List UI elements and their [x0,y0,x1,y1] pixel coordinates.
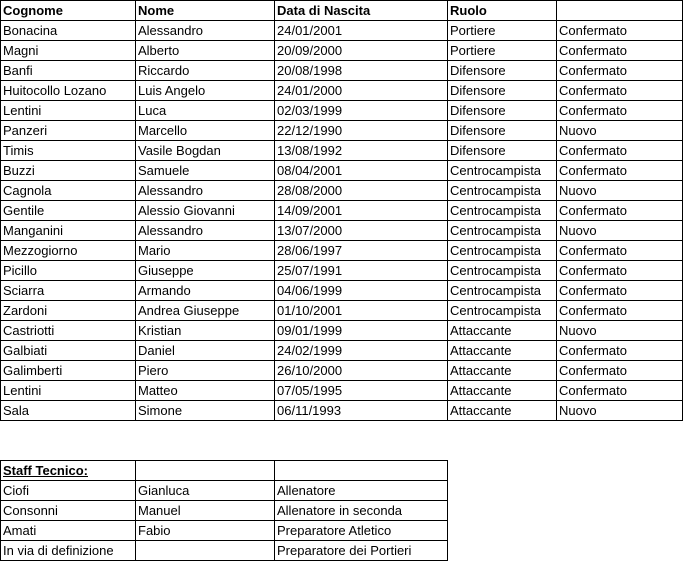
player-data-di-nascita-cell: 22/12/1990 [275,121,448,141]
player-row [1,241,683,261]
player-data-di-nascita-cell: 07/05/1995 [275,381,448,401]
player-stato-cell: Confermato [557,341,683,361]
player-nome-cell: Matteo [136,381,275,401]
player-stato-cell: Confermato [557,61,683,81]
player-cognome-cell: Timis [1,141,136,161]
player-nome-cell: Simone [136,401,275,421]
player-cognome-cell: Zardoni [1,301,136,321]
player-nome-cell: Armando [136,281,275,301]
staff-table [0,460,448,561]
staff-row [1,481,448,501]
player-nome-cell: Luca [136,101,275,121]
player-cognome-cell: Picillo [1,261,136,281]
player-stato-cell: Confermato [557,301,683,321]
player-data-di-nascita-cell: 06/11/1993 [275,401,448,421]
player-row [1,341,683,361]
player-row [1,381,683,401]
player-ruolo-cell: Difensore [448,81,557,101]
player-cognome-cell: Cagnola [1,181,136,201]
player-row [1,41,683,61]
staff-row [1,501,448,521]
players-table-body [1,1,683,421]
player-row [1,301,683,321]
player-ruolo-cell: Attaccante [448,321,557,341]
staff-cognome-cell: Consonni [1,501,136,521]
staff-table-body [1,461,448,561]
player-cognome-cell: Galimberti [1,361,136,381]
staff-header-empty-cell [136,461,275,481]
player-stato-cell: Confermato [557,381,683,401]
player-nome-cell: Riccardo [136,61,275,81]
player-stato-cell: Confermato [557,141,683,161]
staff-header-empty-cell [275,461,448,481]
player-stato-cell: Nuovo [557,321,683,341]
player-row [1,201,683,221]
staff-nome-cell: Manuel [136,501,275,521]
player-row [1,121,683,141]
player-cognome-cell: Banfi [1,61,136,81]
player-nome-cell: Alessio Giovanni [136,201,275,221]
header-stato [557,1,683,21]
player-ruolo-cell: Attaccante [448,341,557,361]
player-row [1,401,683,421]
player-ruolo-cell: Difensore [448,141,557,161]
player-stato-cell: Confermato [557,281,683,301]
player-stato-cell: Confermato [557,81,683,101]
staff-ruolo-cell: Allenatore [275,481,448,501]
staff-row [1,521,448,541]
staff-cognome-cell: Ciofi [1,481,136,501]
player-data-di-nascita-cell: 09/01/1999 [275,321,448,341]
player-nome-cell: Piero [136,361,275,381]
player-stato-cell: Confermato [557,161,683,181]
staff-nome-cell [136,541,275,561]
player-ruolo-cell: Centrocampista [448,201,557,221]
player-ruolo-cell: Centrocampista [448,281,557,301]
staff-ruolo-cell: Allenatore in seconda [275,501,448,521]
player-data-di-nascita-cell: 24/01/2001 [275,21,448,41]
player-ruolo-cell: Difensore [448,61,557,81]
player-row [1,101,683,121]
player-data-di-nascita-cell: 01/10/2001 [275,301,448,321]
player-stato-cell: Confermato [557,41,683,61]
player-ruolo-cell: Difensore [448,121,557,141]
player-data-di-nascita-cell: 28/06/1997 [275,241,448,261]
header-cognome: Cognome [1,1,136,21]
player-ruolo-cell: Centrocampista [448,241,557,261]
staff-row [1,541,448,561]
player-data-di-nascita-cell: 04/06/1999 [275,281,448,301]
staff-header-row [1,461,448,481]
player-cognome-cell: Huitocollo Lozano [1,81,136,101]
player-nome-cell: Andrea Giuseppe [136,301,275,321]
player-ruolo-cell: Attaccante [448,361,557,381]
player-ruolo-cell: Portiere [448,21,557,41]
player-stato-cell: Nuovo [557,121,683,141]
header-nome: Nome [136,1,275,21]
player-ruolo-cell: Centrocampista [448,301,557,321]
player-row [1,261,683,281]
player-row [1,141,683,161]
player-nome-cell: Marcello [136,121,275,141]
player-cognome-cell: Castriotti [1,321,136,341]
player-stato-cell: Confermato [557,201,683,221]
player-cognome-cell: Mezzogiorno [1,241,136,261]
player-ruolo-cell: Difensore [448,101,557,121]
player-data-di-nascita-cell: 02/03/1999 [275,101,448,121]
player-cognome-cell: Bonacina [1,21,136,41]
player-nome-cell: Alberto [136,41,275,61]
player-row [1,221,683,241]
staff-ruolo-cell: Preparatore dei Portieri [275,541,448,561]
player-data-di-nascita-cell: 13/07/2000 [275,221,448,241]
player-row [1,361,683,381]
player-row [1,21,683,41]
player-row [1,321,683,341]
staff-title: Staff Tecnico: [1,461,136,481]
player-data-di-nascita-cell: 24/01/2000 [275,81,448,101]
player-cognome-cell: Sala [1,401,136,421]
header-ruolo: Ruolo [448,1,557,21]
player-data-di-nascita-cell: 13/08/1992 [275,141,448,161]
player-nome-cell: Samuele [136,161,275,181]
staff-cognome-cell: Amati [1,521,136,541]
player-cognome-cell: Gentile [1,201,136,221]
player-ruolo-cell: Centrocampista [448,181,557,201]
player-cognome-cell: Panzeri [1,121,136,141]
player-nome-cell: Luis Angelo [136,81,275,101]
player-nome-cell: Alessandro [136,181,275,201]
player-stato-cell: Confermato [557,21,683,41]
player-data-di-nascita-cell: 20/09/2000 [275,41,448,61]
player-cognome-cell: Sciarra [1,281,136,301]
player-data-di-nascita-cell: 26/10/2000 [275,361,448,381]
player-data-di-nascita-cell: 14/09/2001 [275,201,448,221]
player-stato-cell: Nuovo [557,401,683,421]
player-row [1,81,683,101]
player-ruolo-cell: Centrocampista [448,261,557,281]
player-stato-cell: Confermato [557,241,683,261]
player-data-di-nascita-cell: 08/04/2001 [275,161,448,181]
player-cognome-cell: Galbiati [1,341,136,361]
player-data-di-nascita-cell: 25/07/1991 [275,261,448,281]
player-row [1,281,683,301]
player-cognome-cell: Magni [1,41,136,61]
player-stato-cell: Confermato [557,361,683,381]
player-nome-cell: Giuseppe [136,261,275,281]
player-nome-cell: Kristian [136,321,275,341]
player-stato-cell: Confermato [557,261,683,281]
player-ruolo-cell: Attaccante [448,381,557,401]
player-data-di-nascita-cell: 24/02/1999 [275,341,448,361]
player-cognome-cell: Manganini [1,221,136,241]
player-ruolo-cell: Centrocampista [448,161,557,181]
player-row [1,61,683,81]
staff-nome-cell: Gianluca [136,481,275,501]
player-stato-cell: Nuovo [557,221,683,241]
player-row [1,181,683,201]
player-cognome-cell: Buzzi [1,161,136,181]
player-ruolo-cell: Attaccante [448,401,557,421]
player-nome-cell: Daniel [136,341,275,361]
player-stato-cell: Confermato [557,101,683,121]
player-nome-cell: Alessandro [136,21,275,41]
player-data-di-nascita-cell: 28/08/2000 [275,181,448,201]
player-ruolo-cell: Portiere [448,41,557,61]
players-header-row [1,1,683,21]
staff-nome-cell: Fabio [136,521,275,541]
player-data-di-nascita-cell: 20/08/1998 [275,61,448,81]
player-cognome-cell: Lentini [1,381,136,401]
staff-ruolo-cell: Preparatore Atletico [275,521,448,541]
player-nome-cell: Mario [136,241,275,261]
player-row [1,161,683,181]
player-ruolo-cell: Centrocampista [448,221,557,241]
player-nome-cell: Alessandro [136,221,275,241]
staff-cognome-cell: In via di definizione [1,541,136,561]
header-data-di-nascita: Data di Nascita [275,1,448,21]
player-stato-cell: Nuovo [557,181,683,201]
player-nome-cell: Vasile Bogdan [136,141,275,161]
player-cognome-cell: Lentini [1,101,136,121]
